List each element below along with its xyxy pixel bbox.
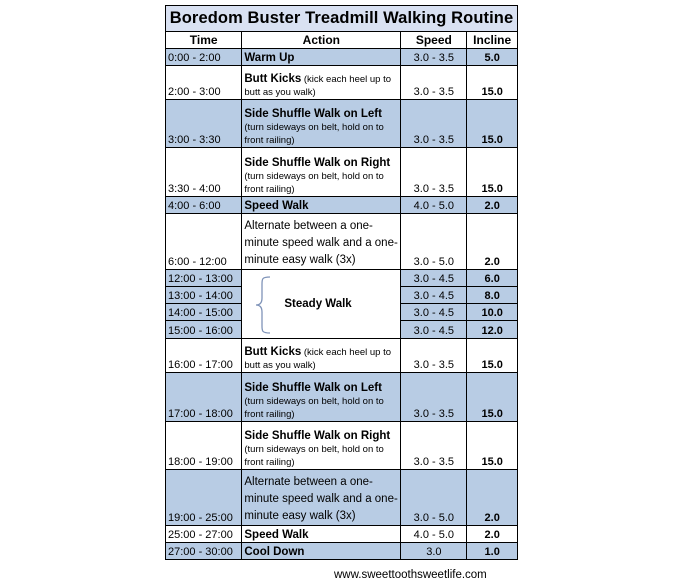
- header-incline: Incline: [467, 32, 518, 49]
- page-title: Boredom Buster Treadmill Walking Routine: [166, 6, 518, 32]
- action-cell: [242, 49, 401, 66]
- table-row: [166, 100, 518, 148]
- incline-cell: 15.0: [467, 373, 518, 422]
- incline-cell: 15.0: [467, 100, 518, 148]
- action-title: Speed Walk: [244, 200, 309, 212]
- incline-cell: 5.0: [467, 49, 518, 66]
- table-row: [166, 339, 518, 373]
- action-cell: [242, 197, 401, 214]
- website-footer: www.sweettoothsweetlife.com: [334, 569, 487, 581]
- speed-cell: 3.0 - 3.5: [401, 373, 467, 422]
- table-row: [166, 49, 518, 66]
- time-cell: 15:00 - 16:00: [166, 321, 242, 339]
- action-title: Speed Walk: [244, 529, 309, 541]
- speed-cell: 3.0 - 3.5: [401, 49, 467, 66]
- action-title: Side Shuffle Walk on Left: [244, 382, 382, 394]
- table-row: [166, 526, 518, 543]
- table-row: [166, 470, 518, 526]
- incline-cell: 2.0: [467, 526, 518, 543]
- incline-cell: 2.0: [467, 197, 518, 214]
- speed-cell: 3.0 - 4.5: [401, 270, 467, 287]
- incline-cell: 1.0: [467, 543, 518, 560]
- action-title: Butt Kicks: [244, 346, 302, 358]
- time-cell: 14:00 - 15:00: [166, 304, 242, 321]
- time-cell: 4:00 - 6:00: [166, 197, 242, 214]
- action-title: Side Shuffle Walk on Right: [244, 430, 391, 442]
- speed-cell: 3.0 - 5.0: [401, 214, 467, 270]
- incline-cell: 15.0: [467, 339, 518, 373]
- action-cell: [242, 422, 401, 470]
- action-cell: [242, 470, 401, 526]
- speed-cell: 3.0: [401, 543, 467, 560]
- action-description: Alternate between a one-minute speed walk and a one-minute easy walk (3x): [244, 476, 398, 522]
- speed-cell: 3.0 - 5.0: [401, 470, 467, 526]
- incline-cell: 15.0: [467, 66, 518, 100]
- action-title: Cool Down: [244, 546, 305, 558]
- incline-cell: 15.0: [467, 422, 518, 470]
- steady-walk-cell: [242, 270, 401, 339]
- incline-cell: 2.0: [467, 214, 518, 270]
- time-cell: 12:00 - 13:00: [166, 270, 242, 287]
- incline-cell: 6.0: [467, 270, 518, 287]
- action-description: (turn sideways on belt, hold on to front railing): [244, 396, 384, 420]
- action-title: Warm Up: [244, 52, 295, 64]
- time-cell: 16:00 - 17:00: [166, 339, 242, 373]
- curly-brace-icon: [254, 276, 272, 334]
- table-row: [166, 66, 518, 100]
- routine-table: [165, 5, 518, 560]
- speed-cell: 4.0 - 5.0: [401, 526, 467, 543]
- table-row: [166, 373, 518, 422]
- time-cell: 27:00 - 30:00: [166, 543, 242, 560]
- action-cell: [242, 214, 401, 270]
- time-cell: 17:00 - 18:00: [166, 373, 242, 422]
- action-cell: [242, 339, 401, 373]
- time-cell: 19:00 - 25:00: [166, 470, 242, 526]
- header-speed: Speed: [401, 32, 467, 49]
- time-cell: 3:00 - 3:30: [166, 100, 242, 148]
- incline-cell: 8.0: [467, 287, 518, 304]
- action-title: Butt Kicks: [244, 73, 302, 85]
- action-description: (turn sideways on belt, hold on to front railing): [244, 122, 384, 146]
- time-cell: 13:00 - 14:00: [166, 287, 242, 304]
- action-description: (turn sideways on belt, hold on to front railing): [244, 171, 384, 195]
- table-row: [166, 148, 518, 197]
- steady-walk-label: Steady Walk: [284, 297, 352, 310]
- incline-cell: 12.0: [467, 321, 518, 339]
- action-cell: [242, 100, 401, 148]
- speed-cell: 3.0 - 3.5: [401, 339, 467, 373]
- action-title: Side Shuffle Walk on Right: [244, 157, 391, 169]
- time-cell: 0:00 - 2:00: [166, 49, 242, 66]
- action-cell: [242, 543, 401, 560]
- action-cell: [242, 66, 401, 100]
- time-cell: 3:30 - 4:00: [166, 148, 242, 197]
- action-description: (kick each heel up to butt as you walk): [244, 347, 392, 371]
- table-row: [166, 197, 518, 214]
- action-cell: [242, 373, 401, 422]
- speed-cell: 3.0 - 4.5: [401, 321, 467, 339]
- speed-cell: 3.0 - 3.5: [401, 422, 467, 470]
- time-cell: 25:00 - 27:00: [166, 526, 242, 543]
- table-row: [166, 543, 518, 560]
- speed-cell: 4.0 - 5.0: [401, 197, 467, 214]
- speed-cell: 3.0 - 4.5: [401, 304, 467, 321]
- header-action: Action: [242, 32, 401, 49]
- action-description: (turn sideways on belt, hold on to front railing): [244, 444, 384, 468]
- speed-cell: 3.0 - 3.5: [401, 148, 467, 197]
- incline-cell: 10.0: [467, 304, 518, 321]
- header-time: Time: [166, 32, 242, 49]
- time-cell: 6:00 - 12:00: [166, 214, 242, 270]
- action-title: Side Shuffle Walk on Left: [244, 108, 382, 120]
- incline-cell: 2.0: [467, 470, 518, 526]
- time-cell: 18:00 - 19:00: [166, 422, 242, 470]
- action-description: (kick each heel up to butt as you walk): [244, 74, 392, 98]
- action-cell: [242, 526, 401, 543]
- speed-cell: 3.0 - 3.5: [401, 66, 467, 100]
- speed-cell: 3.0 - 3.5: [401, 100, 467, 148]
- incline-cell: 15.0: [467, 148, 518, 197]
- action-cell: [242, 148, 401, 197]
- action-description: Alternate between a one-minute speed walk and a one-minute easy walk (3x): [244, 220, 398, 266]
- speed-cell: 3.0 - 4.5: [401, 287, 467, 304]
- table-row: [166, 214, 518, 270]
- time-cell: 2:00 - 3:00: [166, 66, 242, 100]
- table-row: [166, 270, 518, 287]
- table-row: [166, 422, 518, 470]
